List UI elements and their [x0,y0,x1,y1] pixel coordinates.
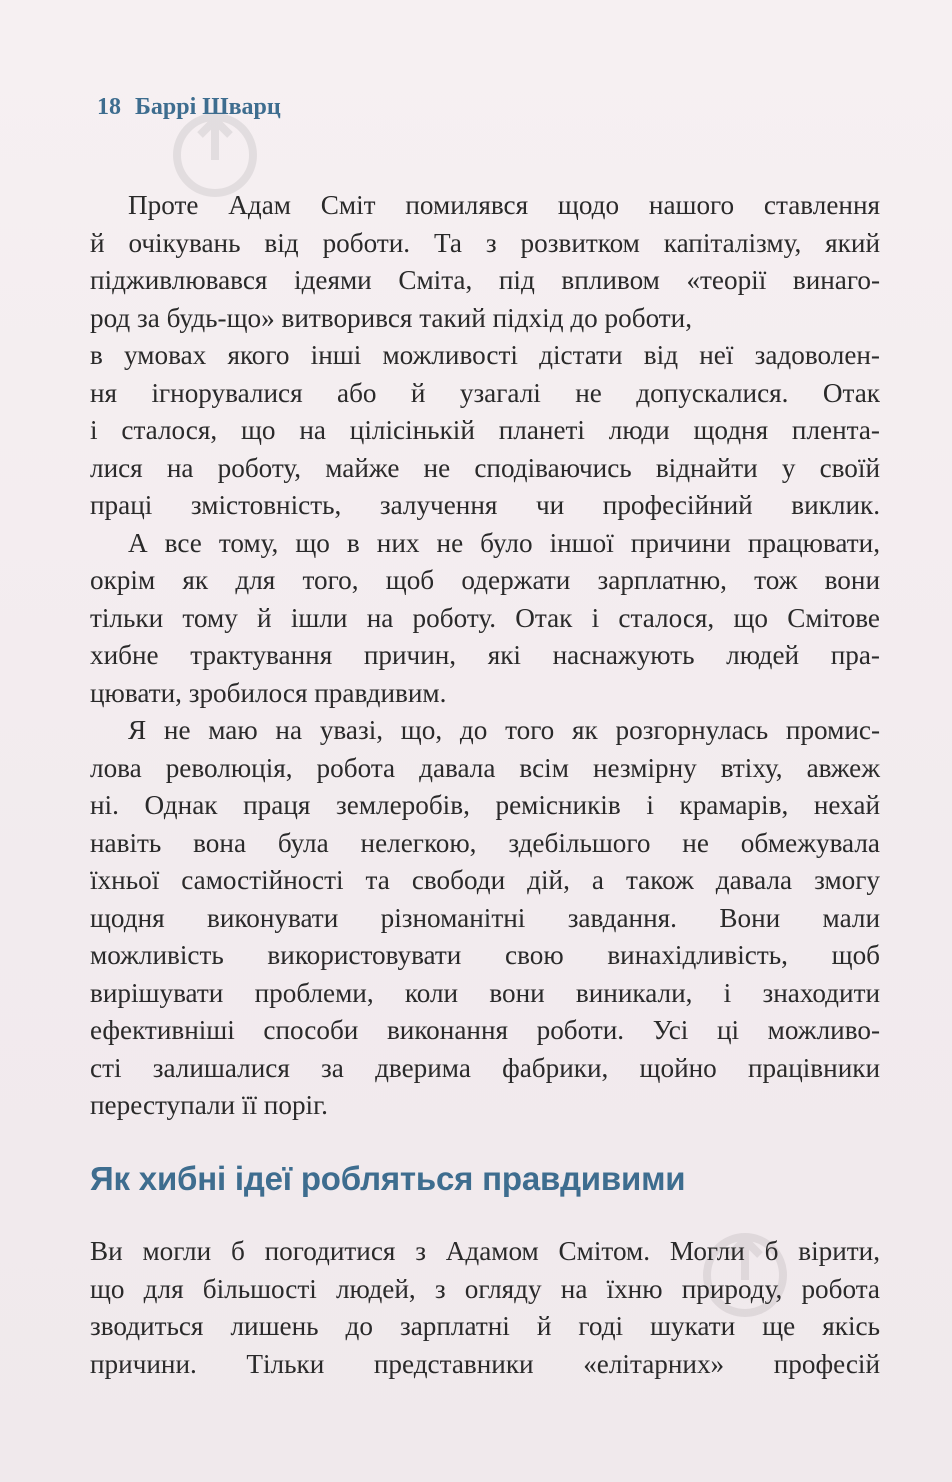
text-line: й очікувань від роботи. Та з розвитком капіталізму, який [90,227,880,258]
text-line: зводиться лишень до зарплатні й годі шукати ще якісь [90,1311,880,1341]
text-line: їхньої самостійності та свободи дій, а також давала змогу [90,865,880,895]
paragraph-3 [90,712,880,1125]
paragraph-2 [90,525,880,713]
text-line: цювати, зробилося правдивим. [90,677,447,708]
body-text [90,187,880,1125]
text-line: сті залишалися за дверима фабрики, щойно працівники [90,1052,880,1083]
paragraph-4 [90,1233,880,1383]
text-line: ні. Однак праця землеробів, ремісників і крамарів, нехай [90,790,880,820]
text-line: підживлювався ідеями Сміта, під впливом «теорії винаго- [90,265,880,295]
text-line: А все тому, що в них не було іншої причини працювати, [128,527,880,558]
text-line: Я не маю на увазі, що, до того як розгорнулась промис- [128,715,880,745]
text-line: вирішувати проблеми, коли вони виникали, і знаходити [90,977,880,1008]
paragraph-1 [90,187,880,525]
text-line: ня ігнорувалися або й узагалі не допускалися. Отак [90,377,880,408]
text-line: щодня виконувати різноманітні завдання. Вони мали [90,902,880,933]
text-line: що для більшості людей, з огляду на їхню природу, робота [90,1273,880,1304]
text-line: Ви могли б погодитися з Адамом Смітом. Могли б вірити, [90,1236,880,1266]
section-body-text [90,1233,880,1383]
text-line: лися на роботу, майже не сподіваючись віднайти у своїй [90,452,880,483]
text-line: праці змістовність, залучення чи професійний виклик. [90,490,880,520]
text-line: род за будь-що» витворився такий підхід до роботи, [90,302,693,333]
text-line: навіть вона була нелегкою, здебільшого не обмежувала [90,827,880,858]
author-name: Баррі Шварц [135,94,281,120]
section-heading: Як хибні ідеї робляться правдивими [90,1160,686,1197]
text-line: лова революція, робота давала всім незмірну втіху, авжеж [90,752,880,783]
text-line: Проте Адам Сміт помилявся щодо нашого ставлення [128,190,880,220]
text-line: окрім як для того, щоб одержати зарплатню, тож вони [90,565,880,595]
text-line: можливість використовувати свою винахідливість, щоб [90,940,880,970]
text-line: в умовах якого інші можливості дістати від неї задоволен- [90,340,880,370]
running-head [97,94,281,121]
text-line: і сталося, що на цілісінькій планеті люди щодня плента- [90,415,880,445]
text-line: причини. Тільки представники «елітарних» професій [90,1348,880,1379]
text-line: тільки тому й ішли на роботу. Отак і сталося, що Смітове [90,602,880,633]
text-line: хибне трактування причин, які наснажують людей пра- [90,640,880,670]
page-number: 18 [97,94,121,120]
text-line: переступали її поріг. [90,1090,328,1120]
text-line: ефективніші способи виконання роботи. Усі ці можливо- [90,1015,880,1045]
